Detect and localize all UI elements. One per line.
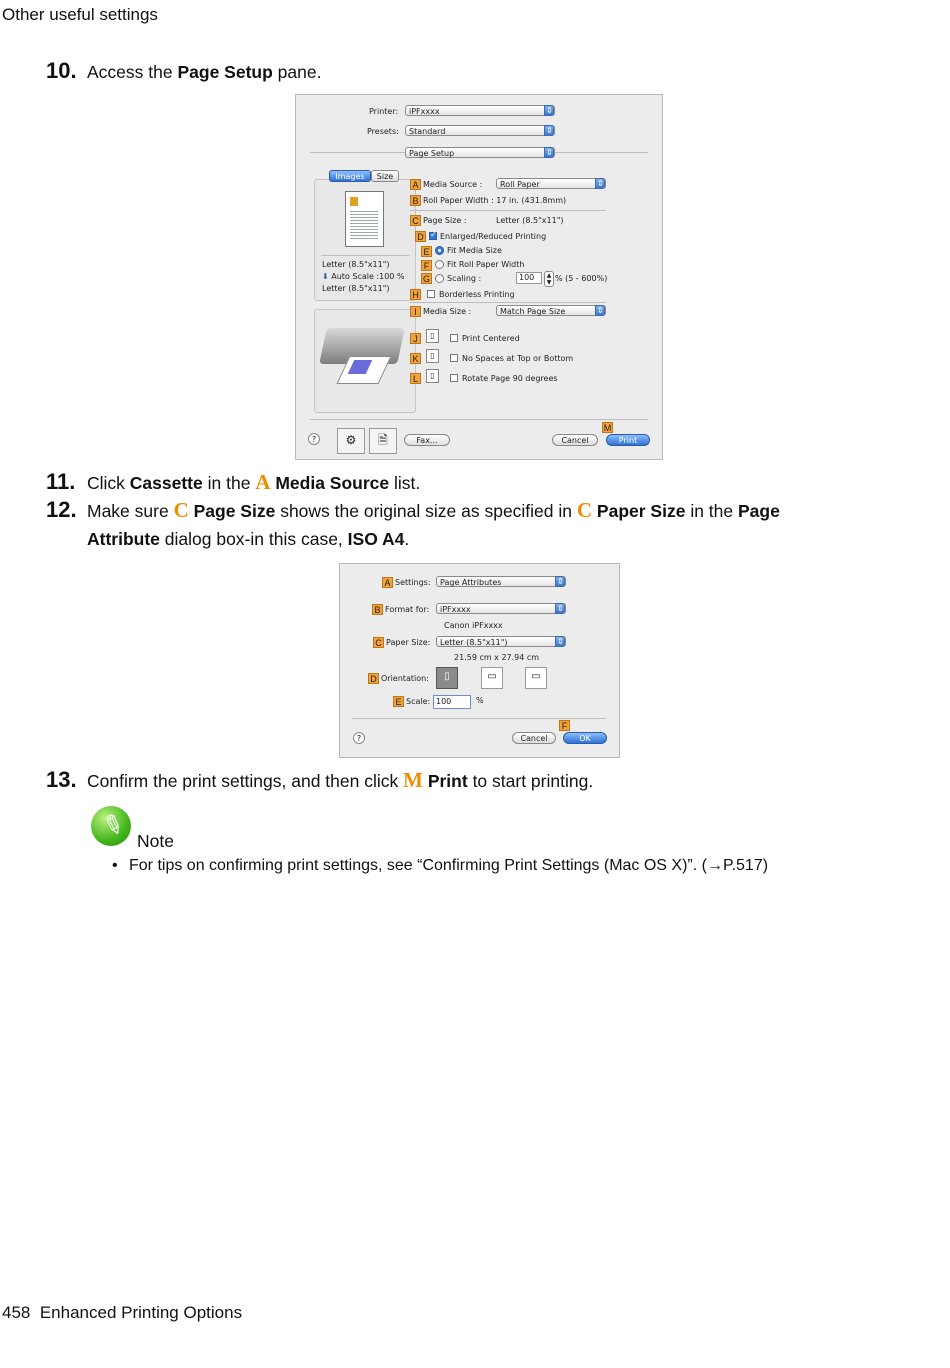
paper-size-label: Paper Size: [386, 638, 431, 647]
media-size-label: Media Size : [423, 307, 472, 316]
preview-info-original: Letter (8.5"x11") [322, 260, 390, 269]
fax-button[interactable]: Fax... [404, 434, 450, 446]
pane-popup[interactable]: Page Setup ⇕ [405, 147, 555, 158]
presets-label: Presets: [367, 127, 399, 136]
note-pencil-icon: ✎ [91, 806, 131, 846]
ok-button[interactable]: OK [563, 732, 607, 744]
badge-c: C [373, 637, 384, 648]
tab-size[interactable]: Size [371, 170, 399, 182]
enlarged-reduced-checkbox[interactable] [429, 232, 437, 240]
tab-images[interactable]: Images [329, 170, 371, 182]
step-10: 10. Access the Page Setup pane. [46, 58, 322, 83]
badge-b: B [410, 195, 421, 206]
scaling-range: % (5 - 600%) [555, 274, 608, 283]
fit-roll-paper-radio[interactable] [435, 260, 444, 269]
badge-i: I [410, 306, 421, 317]
badge-d: D [368, 673, 379, 684]
orientation-reverse-landscape-icon[interactable]: ▭ [525, 667, 547, 689]
help-button[interactable]: ? [353, 732, 365, 744]
step-12-line2: Attribute dialog box-in this case, ISO A4. [87, 529, 410, 549]
paper-size-popup[interactable]: Letter (8.5"x11") ⇕ [436, 636, 566, 647]
rotate-page-label: Rotate Page 90 degrees [462, 374, 558, 383]
no-spaces-icon: ▯ [426, 349, 439, 363]
printer-popup[interactable]: iPFxxxx ⇕ [405, 105, 555, 116]
fit-media-size-label: Fit Media Size [447, 246, 502, 255]
badge-d: D [415, 231, 426, 242]
printer-label: Printer: [369, 107, 399, 116]
cancel-button[interactable]: Cancel [552, 434, 598, 446]
print-centered-icon: ▯ [426, 329, 439, 343]
borderless-checkbox[interactable] [427, 290, 435, 298]
cancel-button[interactable]: Cancel [512, 732, 556, 744]
badge-a: A [382, 577, 393, 588]
scale-unit: % [476, 696, 484, 705]
step-12: 12. Make sure C Page Size shows the original size as specified in C Paper Size in the Page [46, 497, 780, 522]
page-size-value: Letter (8.5"x11") [496, 216, 564, 225]
scaling-stepper[interactable]: ▲ ▼ [544, 271, 554, 287]
badge-g: G [422, 274, 430, 284]
note-text: For tips on confirming print settings, see “Confirming Print Settings (Mac OS X)”. (→P.517) [129, 857, 769, 874]
print-centered-checkbox[interactable] [450, 334, 458, 342]
paper-size-dimensions: 21.59 cm x 27.94 cm [454, 653, 540, 662]
badge-f: F [559, 720, 570, 731]
badge-j: J [410, 333, 421, 344]
orientation-portrait-icon[interactable]: ▯ [436, 667, 458, 689]
running-header: Other useful settings [2, 5, 158, 24]
scale-label: Scale: [406, 697, 431, 706]
printer-image-frame [314, 309, 416, 413]
no-spaces-label: No Spaces at Top or Bottom [462, 354, 574, 363]
enlarged-reduced-label: Enlarged/Reduced Printing [440, 232, 547, 241]
media-source-label: Media Source : [423, 180, 483, 189]
print-centered-label: Print Centered [462, 334, 520, 343]
page-attributes-dialog-screenshot [339, 563, 620, 758]
print-button[interactable]: Print [606, 434, 650, 446]
scaling-radio[interactable] [435, 274, 444, 283]
scaling-label: Scaling : [447, 274, 482, 283]
orientation-label: Orientation: [381, 674, 429, 683]
badge-m: M [603, 423, 612, 433]
badge-a: A [410, 179, 421, 190]
step-13: 13. Confirm the print settings, and then click M Print to start printing. [46, 767, 594, 792]
badge-k: K [410, 353, 421, 364]
badge-h: H [410, 289, 421, 300]
page-number: 458 [2, 1303, 31, 1322]
badge-l: L [410, 373, 421, 384]
format-for-popup[interactable]: iPFxxxx ⇕ [436, 603, 566, 614]
media-source-popup[interactable]: Roll Paper ⇕ [496, 178, 606, 189]
fit-media-size-radio[interactable] [435, 246, 444, 255]
no-spaces-checkbox[interactable] [450, 354, 458, 362]
badge-c: C [410, 215, 421, 226]
badge-e: E [393, 696, 404, 707]
rotate-page-checkbox[interactable] [450, 374, 458, 382]
help-button[interactable]: ? [308, 433, 320, 445]
page-footer [2, 1303, 242, 1323]
settings-popup[interactable]: Page Attributes ⇕ [436, 576, 566, 587]
rotate-page-icon: ▯ [426, 369, 439, 383]
badge-f: F [421, 260, 432, 271]
settings-label: Settings: [395, 578, 431, 587]
printer-utility-icon[interactable]: ⚙ [337, 428, 365, 454]
footer-section: Enhanced Printing Options [39, 1303, 243, 1322]
badge-b: B [372, 604, 383, 615]
note-bullet: • [112, 857, 118, 874]
preview-doc-icon[interactable]: 🗎 [369, 428, 397, 454]
preview-info-output: Letter (8.5"x11") [322, 284, 390, 293]
page-setup-dialog-screenshot [295, 94, 663, 460]
orientation-landscape-icon[interactable]: ▭ [481, 667, 503, 689]
borderless-label: Borderless Printing [439, 290, 515, 299]
preview-info-scale: ⬇ Auto Scale :100 % [322, 272, 405, 281]
media-size-popup[interactable]: Match Page Size ⇕ [496, 305, 606, 316]
roll-paper-width-label: Roll Paper Width : 17 in. (431.8mm) [423, 196, 567, 205]
note-title: Note [137, 831, 174, 851]
scale-input[interactable]: 100 [433, 695, 471, 709]
scaling-input[interactable]: 100 [516, 272, 542, 284]
format-for-model: Canon iPFxxxx [444, 621, 503, 630]
page-size-label: Page Size : [423, 216, 467, 225]
format-for-label: Format for: [385, 605, 430, 614]
step-11: 11. Click Cassette in the A Media Source list. [46, 469, 421, 494]
badge-e: E [421, 246, 432, 257]
fit-roll-paper-label: Fit Roll Paper Width [447, 260, 525, 269]
presets-popup[interactable]: Standard ⇕ [405, 125, 555, 136]
page-preview-icon [345, 191, 384, 247]
